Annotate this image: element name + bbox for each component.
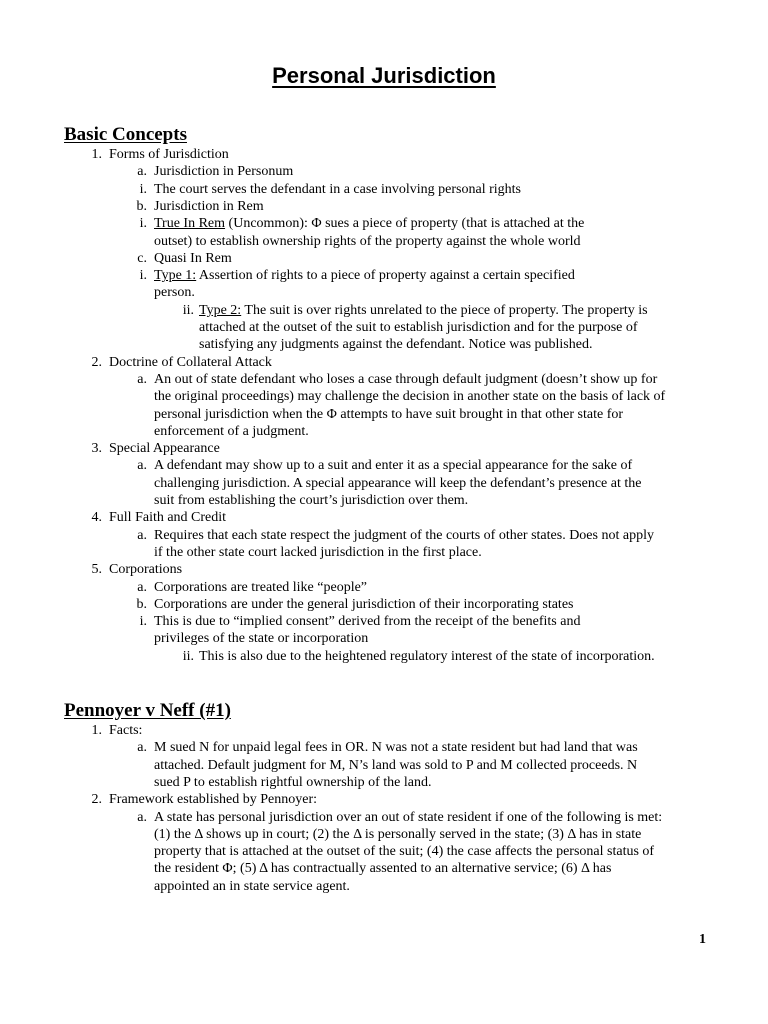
list-item-continuation: if the other state court lacked jurisdiction in the first place. xyxy=(154,544,482,560)
list-marker: 1. xyxy=(91,723,102,738)
list-marker: a. xyxy=(137,809,147,825)
item-text: Corporations are treated like “people” xyxy=(154,579,368,595)
list-item xyxy=(154,579,367,596)
list-item xyxy=(154,163,293,180)
item-text: (Uncommon): Φ sues a piece of property (that is attached at the xyxy=(225,216,585,232)
list-marker: 2. xyxy=(91,792,102,808)
item-text: Assertion of rights to a piece of property against a certain specified xyxy=(196,268,575,284)
list-marker: b. xyxy=(136,596,147,612)
list-marker: ii. xyxy=(182,648,194,664)
list-item-continuation: satisfying any judgments against the defendant. Notice was published. xyxy=(199,337,593,353)
list-item-continuation: enforcement of a judgment. xyxy=(154,423,309,439)
list-item xyxy=(109,561,182,578)
list-item-continuation: the resident Φ; (5) Δ has contractually assented to an alternative service; (6) Δ has xyxy=(154,861,612,877)
list-item xyxy=(109,791,317,808)
list-item xyxy=(154,267,575,284)
list-item-continuation: sued P to establish rightful ownership of the land. xyxy=(154,774,432,790)
item-text: Forms of Jurisdiction xyxy=(109,147,229,162)
list-item xyxy=(199,302,648,319)
list-item xyxy=(199,648,655,665)
item-text: A defendant may show up to a suit and enter it as a special appearance for the sake of xyxy=(154,458,633,474)
section-heading: Pennoyer v Neff (#1) xyxy=(64,700,231,721)
list-item xyxy=(109,722,142,739)
item-text: A state has personal jurisdiction over an out of state resident if one of the following is met: xyxy=(154,809,663,825)
item-text: This is also due to the heightened regulatory interest of the state of incorporation. xyxy=(199,648,655,664)
list-marker: 2. xyxy=(91,354,102,370)
list-item xyxy=(109,440,220,457)
item-text: Jurisdiction in Rem xyxy=(154,198,264,214)
list-item-continuation: property that is attached at the outset of the suit; (4) the case affects the personal status of xyxy=(154,844,655,860)
list-item-continuation: suit from establishing the court’s jurisdiction over them. xyxy=(154,493,469,508)
list-marker: i. xyxy=(139,216,147,232)
list-item xyxy=(109,146,229,163)
item-text: Full Faith and Credit xyxy=(109,510,227,526)
item-text: An out of state defendant who loses a case through default judgment (doesn’t show up for xyxy=(154,371,658,387)
list-item xyxy=(154,739,638,756)
list-item-continuation: the original proceedings) may challenge the decision in another state on the basis of lack of xyxy=(154,389,666,405)
list-marker: a. xyxy=(137,164,147,180)
item-text: Framework established by Pennoyer: xyxy=(109,792,318,808)
list-marker: a. xyxy=(137,371,147,387)
section-heading: Basic Concepts xyxy=(64,124,187,145)
list-marker: 1. xyxy=(91,147,102,162)
list-marker: a. xyxy=(137,579,147,595)
list-marker: 4. xyxy=(91,510,102,526)
list-marker: ii. xyxy=(182,302,194,318)
list-marker: i. xyxy=(139,181,147,197)
item-label: True In Rem xyxy=(154,216,226,232)
item-text: Corporations xyxy=(109,562,183,578)
list-marker: c. xyxy=(137,250,147,266)
item-text: Jurisdiction in Personum xyxy=(154,164,294,180)
list-item xyxy=(154,198,264,215)
item-text: This is due to “implied consent” derived from the receipt of the benefits and xyxy=(154,614,581,630)
list-marker: 5. xyxy=(91,562,102,578)
list-item-continuation: person. xyxy=(154,285,195,301)
list-marker: 3. xyxy=(91,441,102,457)
list-item-continuation: challenging jurisdiction. A special appearance will keep the defendant’s presence at the xyxy=(154,475,642,491)
item-text: The suit is over rights unrelated to the piece of property. The property is xyxy=(241,302,648,318)
item-text: Doctrine of Collateral Attack xyxy=(109,354,272,370)
list-item xyxy=(154,457,632,474)
list-item-continuation: attached at the outset of the suit to establish jurisdiction and for the purpose of xyxy=(199,320,638,335)
list-item-continuation: outset) to establish ownership rights of the property against the whole world xyxy=(154,233,581,249)
list-item-continuation: appointed an in state service agent. xyxy=(154,878,350,894)
item-text: Corporations are under the general jurisdiction of their incorporating states xyxy=(154,596,574,612)
list-item xyxy=(154,250,232,267)
list-item xyxy=(154,181,521,198)
item-text: M sued N for unpaid legal fees in OR. N was not a state resident but had land that was xyxy=(154,740,638,756)
list-item xyxy=(154,527,654,544)
list-item xyxy=(109,354,272,371)
list-item-continuation: (1) the Δ shows up in court; (2) the Δ is personally served in the state; (3) Δ has in state xyxy=(154,826,642,842)
list-marker: i. xyxy=(139,614,147,630)
item-text: Special Appearance xyxy=(109,441,220,457)
item-text: Facts: xyxy=(109,723,143,738)
list-marker: b. xyxy=(136,198,147,214)
list-item xyxy=(154,596,573,613)
item-label: Type 2: xyxy=(199,302,242,318)
list-item-continuation: personal jurisdiction when the Φ attempts to have suit brought in that other state for xyxy=(154,406,624,422)
page-number: 1 xyxy=(699,932,706,947)
list-marker: a. xyxy=(137,458,147,474)
list-item-continuation: attached. Default judgment for M, N’s land was sold to P and M collected proceeds. N xyxy=(154,757,638,773)
list-marker: a. xyxy=(137,740,147,756)
page-title: Personal Jurisdiction xyxy=(272,63,496,88)
list-item xyxy=(154,809,662,826)
list-item xyxy=(154,215,584,232)
item-text: The court serves the defendant in a case involving personal rights xyxy=(154,181,521,197)
list-item xyxy=(109,509,226,526)
item-text: Quasi In Rem xyxy=(154,250,232,266)
item-label: Type 1: xyxy=(154,268,197,284)
list-item xyxy=(154,371,657,388)
list-marker: a. xyxy=(137,527,147,543)
list-item-continuation: privileges of the state or incorporation xyxy=(154,631,369,647)
list-marker: i. xyxy=(139,268,147,284)
list-item xyxy=(154,613,580,630)
item-text: Requires that each state respect the judgment of the courts of other states. Does not apply xyxy=(154,527,654,543)
